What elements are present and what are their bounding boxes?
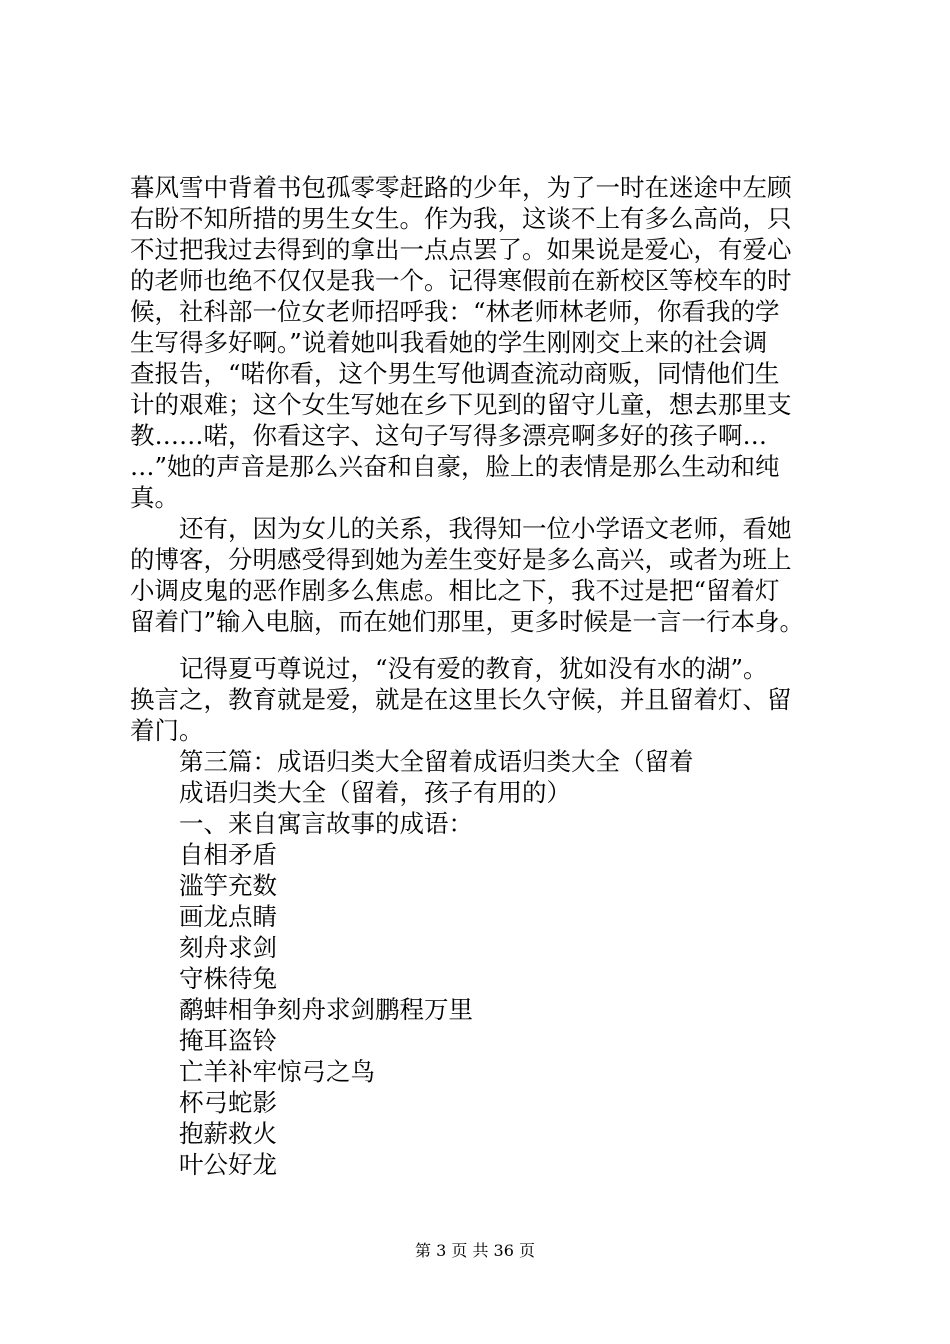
text-line: 着门。 — [130, 716, 204, 745]
text-line: 生写得多好啊。”说着她叫我看她的学生刚刚交上来的社会调 — [130, 328, 768, 357]
list-item: 画龙点睛 — [179, 902, 277, 931]
text-line: 计的艰难；这个女生写她在乡下见到的留守儿童，想去那里支 — [130, 390, 792, 419]
text-line: 教……喏，你看这字、这句子写得多漂亮啊多好的孩子啊… — [130, 421, 767, 450]
list-item: 掩耳盗铃 — [179, 1026, 277, 1055]
text-line: 候，社科部一位女老师招呼我：“林老师林老师，你看我的学 — [130, 297, 780, 326]
category-heading: 一、来自寓言故事的成语： — [179, 809, 473, 838]
paragraph-3 — [130, 653, 830, 746]
text-line: 留着门”输入电脑，而在她们那里，更多时候是一言一行本身。 — [130, 607, 805, 636]
list-item: 鹬蚌相争刻舟求剑鹏程万里 — [179, 995, 473, 1024]
text-line: 真。 — [130, 483, 179, 512]
page-number-footer: 第 3 页 共 36 页 — [415, 1241, 535, 1260]
list-item: 自相矛盾 — [179, 840, 277, 869]
list-item: 守株待兔 — [179, 964, 277, 993]
text-line: 记得夏丏尊说过，“没有爱的教育，犹如没有水的湖”。 — [179, 654, 768, 683]
text-line: 不过把我过去得到的拿出一点点罢了。如果说是爱心，有爱心 — [130, 235, 792, 264]
text-line: …”她的声音是那么兴奋和自豪，脸上的表情是那么生动和纯 — [130, 452, 780, 481]
paragraph-1 — [130, 172, 830, 513]
text-line: 换言之，教育就是爱，就是在这里长久守候，并且留着灯、留 — [130, 685, 792, 714]
text-line: 还有，因为女儿的关系，我得知一位小学语文老师，看她 — [179, 514, 792, 543]
document-body — [130, 172, 830, 1180]
text-line: 小调皮鬼的恶作剧多么焦虑。相比之下，我不过是把“留着灯 — [130, 576, 780, 605]
list-item: 刻舟求剑 — [179, 933, 277, 962]
text-line: 查报告，“喏你看，这个男生写他调查流动商贩，同情他们生 — [130, 359, 780, 388]
list-item: 杯弓蛇影 — [179, 1088, 277, 1117]
idiom-section — [130, 746, 830, 1180]
list-item: 亡羊补牢惊弓之鸟 — [179, 1057, 375, 1086]
paragraph-2 — [130, 513, 830, 637]
text-line: 暮风雪中背着书包孤零零赶路的少年，为了一时在迷途中左顾 — [130, 173, 792, 202]
list-item: 叶公好龙 — [179, 1150, 277, 1179]
list-item: 滥竽充数 — [179, 871, 277, 900]
text-line: 右盼不知所措的男生女生。作为我，这谈不上有多么高尚，只 — [130, 204, 792, 233]
paragraph-spacer — [130, 637, 830, 653]
text-line: 的老师也绝不仅仅是我一个。记得寒假前在新校区等校车的时 — [130, 266, 792, 295]
section-title: 第三篇：成语归类大全留着成语归类大全（留着 — [179, 747, 694, 776]
text-line: 的博客，分明感受得到她为差生变好是多么高兴，或者为班上 — [130, 545, 792, 574]
section-subtitle: 成语归类大全（留着，孩子有用的） — [179, 778, 571, 807]
list-item: 抱薪救火 — [179, 1119, 277, 1148]
